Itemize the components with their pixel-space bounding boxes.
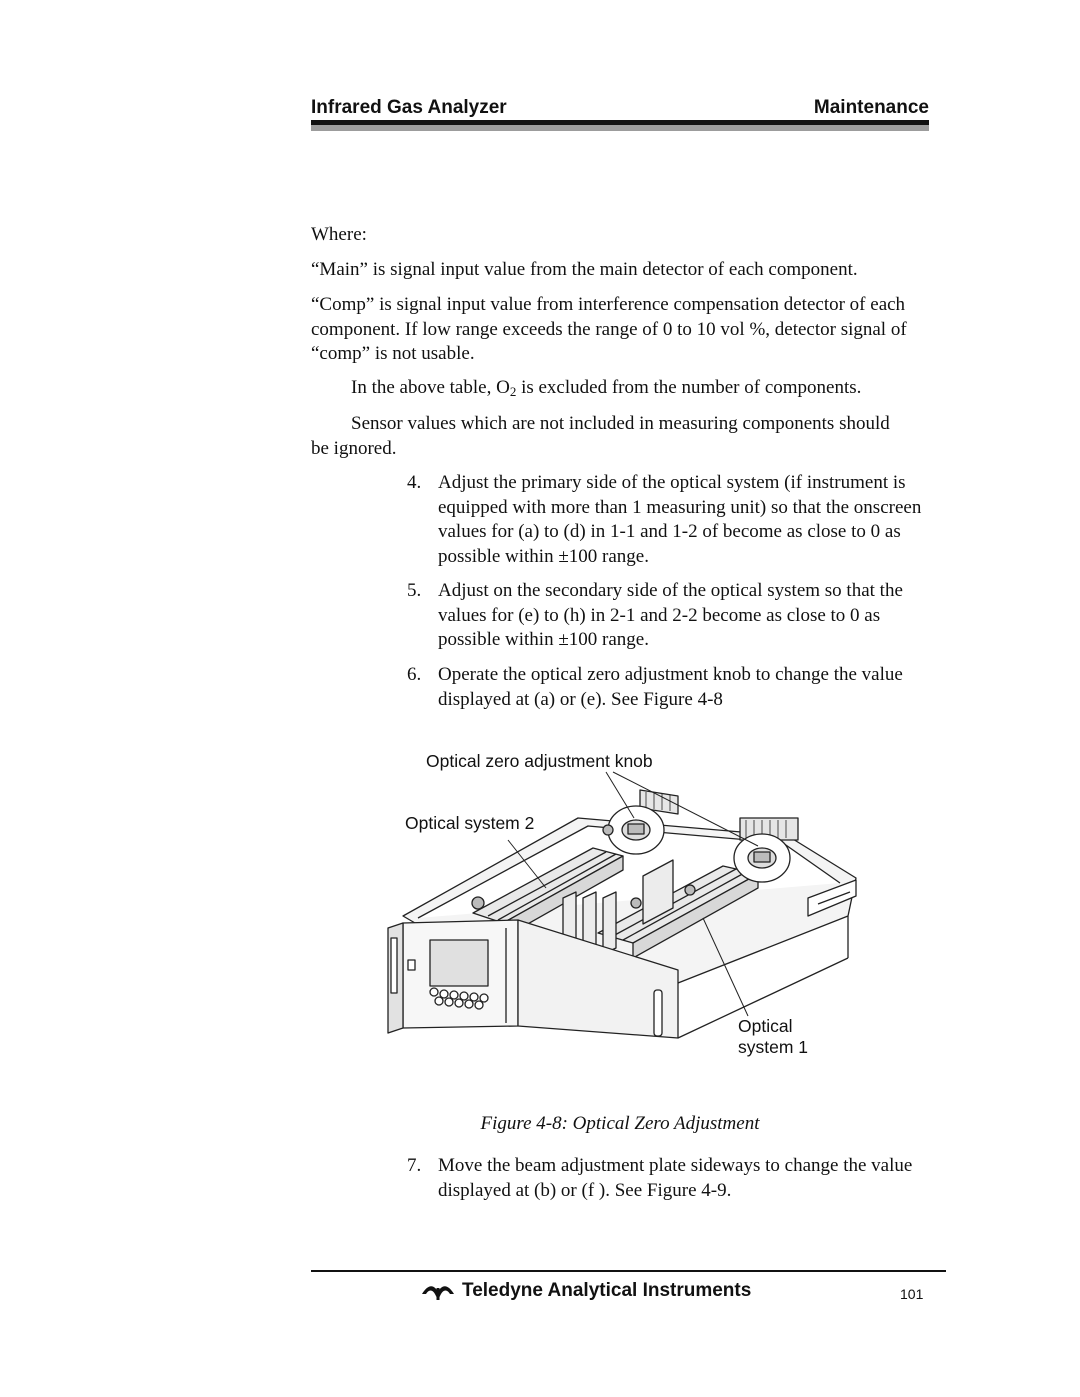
optical-zero-figure	[378, 748, 868, 1068]
header-section: Maintenance	[813, 97, 929, 118]
step-number: 6.	[407, 664, 422, 685]
step-6	[407, 663, 932, 713]
figure-label-system-2: Optical system 2	[405, 813, 535, 833]
comp-definition: “Comp” is signal input value from interference compensation detector of each component. If low range exceeds the range of 0 to 10 vol %, detector signal of “comp” is not usable.	[311, 294, 907, 364]
footer-brand: Teledyne Analytical Instruments	[462, 1280, 752, 1301]
step-7	[407, 1154, 932, 1204]
analyzer-illustration	[378, 748, 868, 1068]
step-text: Adjust on the secondary side of the optical system so that the values for (e) to (h) in 2-1 and 2-2 become as close to 0 as possible within ±100 range.	[438, 580, 903, 650]
main-definition: “Main” is signal input value from the main detector of each component.	[311, 259, 858, 280]
o2-note: In the above table, $O_2$ is excluded from the number of components.	[351, 377, 862, 399]
page-number: 101	[900, 1286, 924, 1302]
where-label: Where:	[311, 224, 367, 245]
step-text: Adjust the primary side of the optical system (if instrument is equipped with more than 1 measuring unit) so that the onscreen values for (a) to (d) in 1-1 and 1-2 of become as close to 0 as possible within ±100 range.	[438, 472, 922, 567]
step-number: 4.	[407, 472, 422, 493]
figure-label-system-1-line1: Optical	[738, 1016, 793, 1036]
step-number: 5.	[407, 580, 422, 601]
figure-caption: Figure 4-8: Optical Zero Adjustment	[480, 1113, 760, 1134]
header-title: Infrared Gas Analyzer	[311, 97, 507, 118]
figure-label-knob: Optical zero adjustment knob	[426, 751, 653, 771]
sensor-note: Sensor values which are not included in measuring components should be ignored.	[311, 413, 890, 459]
step-number: 7.	[407, 1155, 422, 1176]
teledyne-logo-icon	[420, 1282, 456, 1302]
page-header	[311, 96, 929, 136]
footer-rule	[311, 1270, 946, 1272]
step-5	[407, 579, 932, 654]
step-text: Move the beam adjustment plate sideways to change the value displayed at (b) or (f ). See Figure 4-9.	[438, 1155, 913, 1201]
step-text: Operate the optical zero adjustment knob to change the value displayed at (a) or (e). See Figure 4-8	[438, 664, 903, 710]
header-rule-shadow	[311, 125, 929, 131]
figure-label-system-1-line2: system 1	[738, 1037, 809, 1057]
step-4	[407, 471, 932, 571]
